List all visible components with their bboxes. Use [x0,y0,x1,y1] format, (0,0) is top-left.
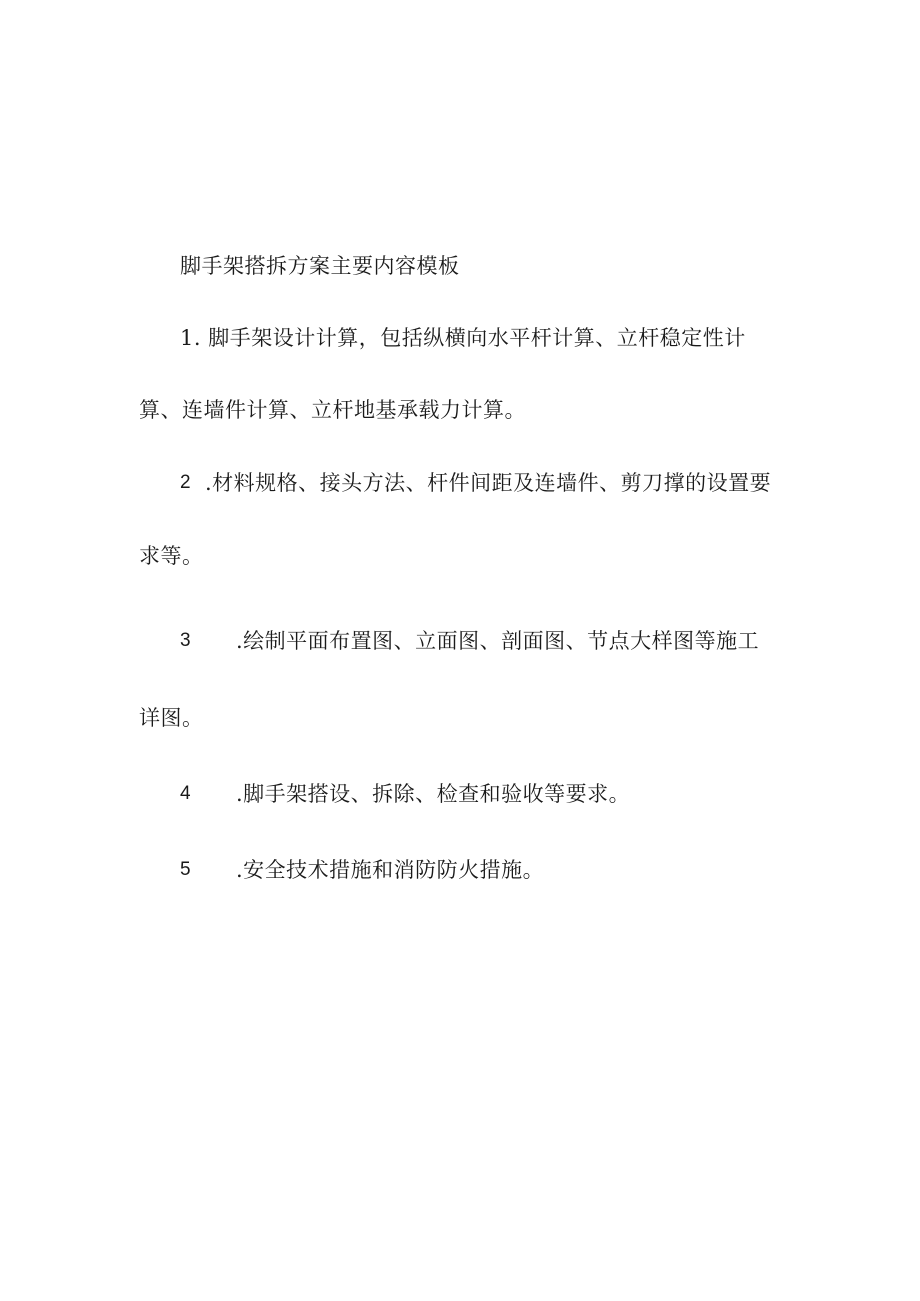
item-4-line-1: .脚手架搭设、拆除、检查和验收等要求。 [236,782,631,806]
item-4-number: 4 [180,783,191,804]
item-1-line-1: 1. 脚手架设计计算，包括纵横向水平杆计算、立杆稳定性计 [180,326,746,350]
item-5-number: 5 [180,859,191,880]
item-3-number: 3 [180,630,191,651]
item-2-number: 2 [180,472,191,493]
item-3-line-2: 详图。 [139,706,204,730]
document-title: 脚手架搭拆方案主要内容模板 [180,254,460,278]
item-1-line-2: 算、连墙件计算、立杆地基承载力计算。 [139,398,526,422]
item-3-line-1: .绘制平面布置图、立面图、剖面图、节点大样图等施工 [236,629,760,653]
item-5-line-1: .安全技术措施和消防防火措施。 [236,858,545,882]
item-2-line-2: 求等。 [139,544,204,568]
item-2-line-1: .材料规格、接头方法、杆件间距及连墙件、剪刀撑的设置要 [205,471,772,495]
